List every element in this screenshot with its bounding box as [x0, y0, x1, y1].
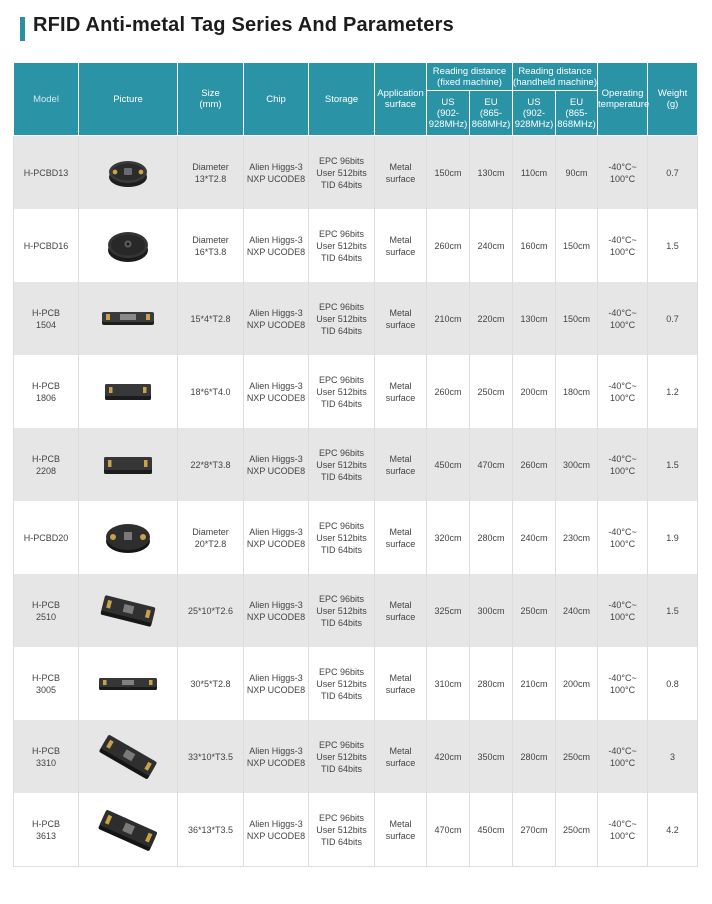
us-handheld-cell: 210cm [513, 647, 556, 720]
chip-cell: Alien Higgs-3 NXP UCODE8 [244, 136, 309, 210]
rectangular-metal-tag-icon [97, 674, 159, 694]
storage-cell: EPC 96bits User 512bits TID 64bits [309, 428, 375, 501]
rectangular-metal-tag-icon [97, 731, 159, 783]
eu-handheld-cell: 240cm [556, 574, 598, 647]
storage-cell: EPC 96bits User 512bits TID 64bits [309, 574, 375, 647]
us-fixed-cell: 260cm [427, 355, 470, 428]
chip-cell: Alien Higgs-3 NXP UCODE8 [244, 282, 309, 355]
header-us-handheld: US (902- 928MHz) [513, 91, 556, 136]
us-fixed-cell: 325cm [427, 574, 470, 647]
picture-cell [79, 574, 178, 647]
weight-cell: 1.9 [648, 501, 698, 574]
table-row [14, 428, 698, 501]
header-chip: Chip [244, 63, 309, 136]
weight-cell: 4.2 [648, 793, 698, 867]
chip-cell: Alien Higgs-3 NXP UCODE8 [244, 501, 309, 574]
model-cell: H-PCB 2510 [14, 574, 79, 647]
eu-handheld-cell: 150cm [556, 282, 598, 355]
eu-fixed-cell: 450cm [470, 793, 513, 867]
model-cell: H-PCBD13 [14, 136, 79, 210]
temperature-cell: -40°C~ 100°C [598, 793, 648, 867]
storage-cell: EPC 96bits User 512bits TID 64bits [309, 647, 375, 720]
chip-cell: Alien Higgs-3 NXP UCODE8 [244, 720, 309, 793]
page-title: RFID Anti-metal Tag Series And Parameters [33, 14, 454, 36]
chip-cell: Alien Higgs-3 NXP UCODE8 [244, 793, 309, 867]
application-cell: Metal surface [375, 209, 427, 282]
storage-cell: EPC 96bits User 512bits TID 64bits [309, 501, 375, 574]
rectangular-metal-tag-icon [103, 379, 153, 405]
application-cell: Metal surface [375, 574, 427, 647]
header-reading-distance-handheld: Reading distance (handheld machine) [513, 63, 598, 91]
temperature-cell: -40°C~ 100°C [598, 647, 648, 720]
picture-cell [79, 793, 178, 867]
header-reading-distance-fixed: Reading distance (fixed machine) [427, 63, 513, 91]
eu-fixed-cell: 250cm [470, 355, 513, 428]
us-fixed-cell: 150cm [427, 136, 470, 210]
model-cell: H-PCB 1806 [14, 355, 79, 428]
application-cell: Metal surface [375, 355, 427, 428]
eu-handheld-cell: 150cm [556, 209, 598, 282]
rectangular-metal-tag-icon [102, 451, 154, 479]
model-cell: H-PCBD16 [14, 209, 79, 282]
us-fixed-cell: 210cm [427, 282, 470, 355]
title-accent-bar [20, 17, 25, 41]
table-row [14, 355, 698, 428]
eu-handheld-cell: 200cm [556, 647, 598, 720]
application-cell: Metal surface [375, 428, 427, 501]
temperature-cell: -40°C~ 100°C [598, 282, 648, 355]
application-cell: Metal surface [375, 720, 427, 793]
weight-cell: 1.2 [648, 355, 698, 428]
us-handheld-cell: 200cm [513, 355, 556, 428]
header-weight: Weight (g) [648, 63, 698, 136]
temperature-cell: -40°C~ 100°C [598, 428, 648, 501]
picture-cell [79, 501, 178, 574]
eu-fixed-cell: 280cm [470, 501, 513, 574]
round-metal-tag-icon [106, 155, 150, 191]
size-cell: 36*13*T3.5 [178, 793, 244, 867]
size-cell: 25*10*T2.6 [178, 574, 244, 647]
table-row [14, 501, 698, 574]
table-row [14, 209, 698, 282]
us-fixed-cell: 310cm [427, 647, 470, 720]
size-cell: 15*4*T2.8 [178, 282, 244, 355]
us-fixed-cell: 470cm [427, 793, 470, 867]
header-application-surface: Application surface [375, 63, 427, 136]
eu-fixed-cell: 240cm [470, 209, 513, 282]
size-cell: 30*5*T2.8 [178, 647, 244, 720]
size-cell: Diameter 13*T2.8 [178, 136, 244, 210]
picture-cell [79, 209, 178, 282]
us-handheld-cell: 160cm [513, 209, 556, 282]
us-handheld-cell: 250cm [513, 574, 556, 647]
us-handheld-cell: 130cm [513, 282, 556, 355]
header-us-fixed: US (902- 928MHz) [427, 91, 470, 136]
header-size: Size (mm) [178, 63, 244, 136]
size-cell: Diameter 16*T3.8 [178, 209, 244, 282]
table-row [14, 574, 698, 647]
temperature-cell: -40°C~ 100°C [598, 355, 648, 428]
weight-cell: 3 [648, 720, 698, 793]
chip-cell: Alien Higgs-3 NXP UCODE8 [244, 647, 309, 720]
weight-cell: 1.5 [648, 574, 698, 647]
eu-fixed-cell: 280cm [470, 647, 513, 720]
storage-cell: EPC 96bits User 512bits TID 64bits [309, 209, 375, 282]
header-model: Model [14, 63, 79, 136]
storage-cell: EPC 96bits User 512bits TID 64bits [309, 282, 375, 355]
temperature-cell: -40°C~ 100°C [598, 209, 648, 282]
weight-cell: 0.7 [648, 282, 698, 355]
temperature-cell: -40°C~ 100°C [598, 720, 648, 793]
model-cell: H-PCB 3005 [14, 647, 79, 720]
chip-cell: Alien Higgs-3 NXP UCODE8 [244, 428, 309, 501]
temperature-cell: -40°C~ 100°C [598, 574, 648, 647]
storage-cell: EPC 96bits User 512bits TID 64bits [309, 355, 375, 428]
chip-cell: Alien Higgs-3 NXP UCODE8 [244, 574, 309, 647]
eu-fixed-cell: 130cm [470, 136, 513, 210]
us-handheld-cell: 270cm [513, 793, 556, 867]
us-handheld-cell: 110cm [513, 136, 556, 210]
weight-cell: 0.7 [648, 136, 698, 210]
table-row [14, 720, 698, 793]
us-fixed-cell: 420cm [427, 720, 470, 793]
eu-handheld-cell: 230cm [556, 501, 598, 574]
header-eu-fixed: EU (865- 868MHz) [470, 91, 513, 136]
eu-fixed-cell: 470cm [470, 428, 513, 501]
rectangular-metal-tag-icon [98, 594, 158, 628]
weight-cell: 0.8 [648, 647, 698, 720]
chip-cell: Alien Higgs-3 NXP UCODE8 [244, 355, 309, 428]
size-cell: Diameter 20*T2.8 [178, 501, 244, 574]
eu-fixed-cell: 300cm [470, 574, 513, 647]
table-row [14, 282, 698, 355]
weight-cell: 1.5 [648, 209, 698, 282]
eu-handheld-cell: 250cm [556, 720, 598, 793]
model-cell: H-PCBD20 [14, 501, 79, 574]
storage-cell: EPC 96bits User 512bits TID 64bits [309, 136, 375, 210]
temperature-cell: -40°C~ 100°C [598, 136, 648, 210]
eu-handheld-cell: 180cm [556, 355, 598, 428]
picture-cell [79, 136, 178, 210]
temperature-cell: -40°C~ 100°C [598, 501, 648, 574]
us-fixed-cell: 320cm [427, 501, 470, 574]
application-cell: Metal surface [375, 282, 427, 355]
weight-cell: 1.5 [648, 428, 698, 501]
round-metal-tag-icon [103, 519, 153, 557]
header-eu-handheld: EU (865- 868MHz) [556, 91, 598, 136]
table-row [14, 647, 698, 720]
header-picture: Picture [79, 63, 178, 136]
round-metal-tag-icon [105, 226, 151, 266]
us-handheld-cell: 280cm [513, 720, 556, 793]
picture-cell [79, 647, 178, 720]
us-handheld-cell: 240cm [513, 501, 556, 574]
eu-handheld-cell: 90cm [556, 136, 598, 210]
picture-cell [79, 282, 178, 355]
picture-cell [79, 720, 178, 793]
application-cell: Metal surface [375, 793, 427, 867]
tag-parameters-table [13, 62, 698, 867]
header-operating-temperature: Operating temperature [598, 63, 648, 136]
model-cell: H-PCB 3613 [14, 793, 79, 867]
model-cell: H-PCB 1504 [14, 282, 79, 355]
size-cell: 18*6*T4.0 [178, 355, 244, 428]
storage-cell: EPC 96bits User 512bits TID 64bits [309, 720, 375, 793]
header-storage: Storage [309, 63, 375, 136]
application-cell: Metal surface [375, 136, 427, 210]
eu-handheld-cell: 300cm [556, 428, 598, 501]
eu-fixed-cell: 220cm [470, 282, 513, 355]
application-cell: Metal surface [375, 647, 427, 720]
application-cell: Metal surface [375, 501, 427, 574]
picture-cell [79, 428, 178, 501]
chip-cell: Alien Higgs-3 NXP UCODE8 [244, 209, 309, 282]
us-fixed-cell: 260cm [427, 209, 470, 282]
size-cell: 33*10*T3.5 [178, 720, 244, 793]
eu-handheld-cell: 250cm [556, 793, 598, 867]
us-handheld-cell: 260cm [513, 428, 556, 501]
table-row [14, 136, 698, 210]
size-cell: 22*8*T3.8 [178, 428, 244, 501]
picture-cell [79, 355, 178, 428]
us-fixed-cell: 450cm [427, 428, 470, 501]
rectangular-metal-tag-icon [97, 807, 159, 853]
model-cell: H-PCB 2208 [14, 428, 79, 501]
table-row [14, 793, 698, 867]
model-cell: H-PCB 3310 [14, 720, 79, 793]
rectangular-metal-tag-icon [100, 307, 156, 331]
eu-fixed-cell: 350cm [470, 720, 513, 793]
storage-cell: EPC 96bits User 512bits TID 64bits [309, 793, 375, 867]
